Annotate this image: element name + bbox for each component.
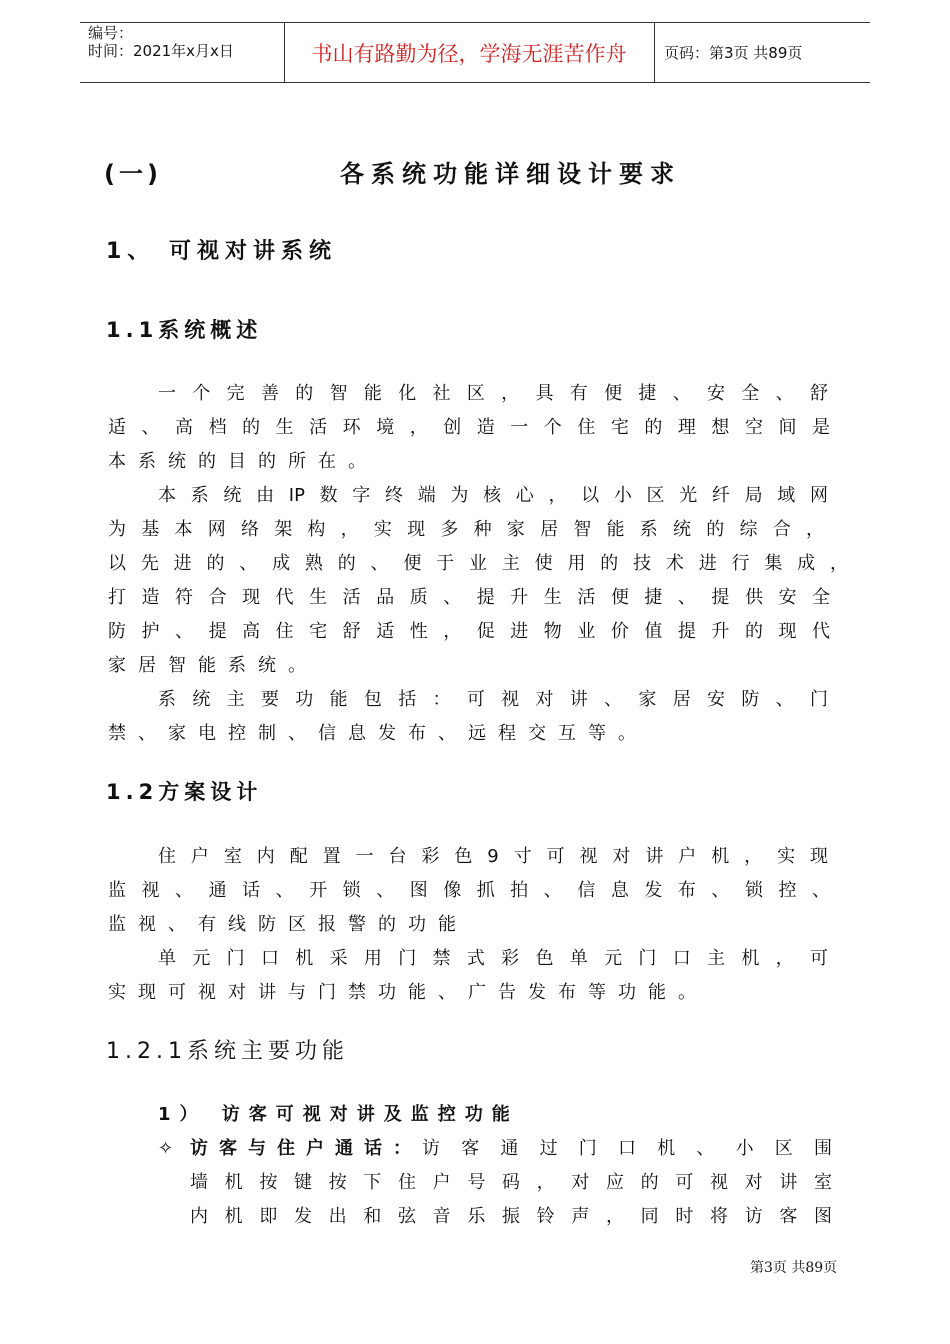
header-divider-right (654, 22, 655, 82)
text-line: 内机即发出和弦音乐振铃声，同时将访客图 (190, 1206, 832, 1227)
text-line: 以先进的、成熟的、便于业主使用的技术进行集成， (108, 553, 848, 574)
header-time-label: 时间：2021年x月x日 (88, 42, 234, 60)
section-heading-1-1: 1.1系统概述 (106, 318, 263, 342)
heading-index: (一) (104, 160, 162, 188)
header-bottom-rule (80, 82, 870, 83)
text-line: 一个完善的智能化社区，具有便捷、安全、舒 (158, 383, 828, 404)
text-line: 禁、家电控制、信息发布、远程交互等。 (108, 723, 648, 744)
text-line: 住户室内配置一台彩色9寸可视对讲户机，实现 (158, 846, 828, 867)
text-line: 访客通过门口机、小区围 (422, 1138, 832, 1159)
paragraph-design (108, 840, 848, 1010)
header-motto: 书山有路勤为径，学海无涯苦作舟 (311, 42, 627, 66)
text-line: 家居智能系统。 (108, 655, 318, 676)
text-line: 防护、提高住宅舒适性，促进物业价值提升的现代 (108, 621, 830, 642)
text-line: 系统主要功能包括：可视对讲、家居安防、门 (158, 689, 828, 710)
header-meta (88, 24, 234, 60)
bullet-item (158, 1132, 832, 1234)
section-heading-1-2-1: 1.2.1系统主要功能 (106, 1039, 349, 1064)
header-page-code: 页码：第3页 共89页 (664, 44, 803, 62)
text-line: 监视、通话、开锁、图像抓拍、信息发布、锁控、 (108, 880, 830, 901)
text-line: 单元门口机采用门禁式彩色单元门口主机，可 (158, 948, 828, 969)
heading-title: 各系统功能详细设计要求 (340, 160, 681, 188)
text-line: 打造符合现代生活品质、提升生活便捷、提供安全 (108, 587, 830, 608)
bullet-bold-label: 访客与住户通话： (190, 1138, 422, 1159)
text-line: 本系统的目的所在。 (108, 451, 378, 472)
list-item-1: 1） 访客可视对讲及监控功能 (158, 1104, 519, 1125)
text-line: 监视、有线防区报警的功能 (108, 914, 468, 935)
bullet-icon: ✧ (158, 1138, 174, 1159)
text-line: 适、高档的生活环境，创造一个住宅的理想空间是 (108, 417, 830, 438)
section-heading-1-2: 1.2方案设计 (106, 780, 263, 804)
text-line: 本系统由IP数字终端为核心，以小区光纤局域网 (158, 485, 828, 506)
text-line: 墙机按键按下住户号码，对应的可视对讲室 (190, 1172, 832, 1193)
text-line: 为基本网络架构，实现多种家居智能系统的综合， (108, 519, 824, 540)
text-line: 实现可视对讲与门禁功能、广告发布等功能。 (108, 982, 708, 1003)
section-heading-1: 1、 可视对讲系统 (106, 239, 337, 264)
header-number-label: 编号： (88, 24, 134, 42)
header-top-rule (80, 22, 870, 23)
page-footer: 第3页 共89页 (750, 1260, 838, 1276)
paragraph-overview (108, 377, 848, 751)
